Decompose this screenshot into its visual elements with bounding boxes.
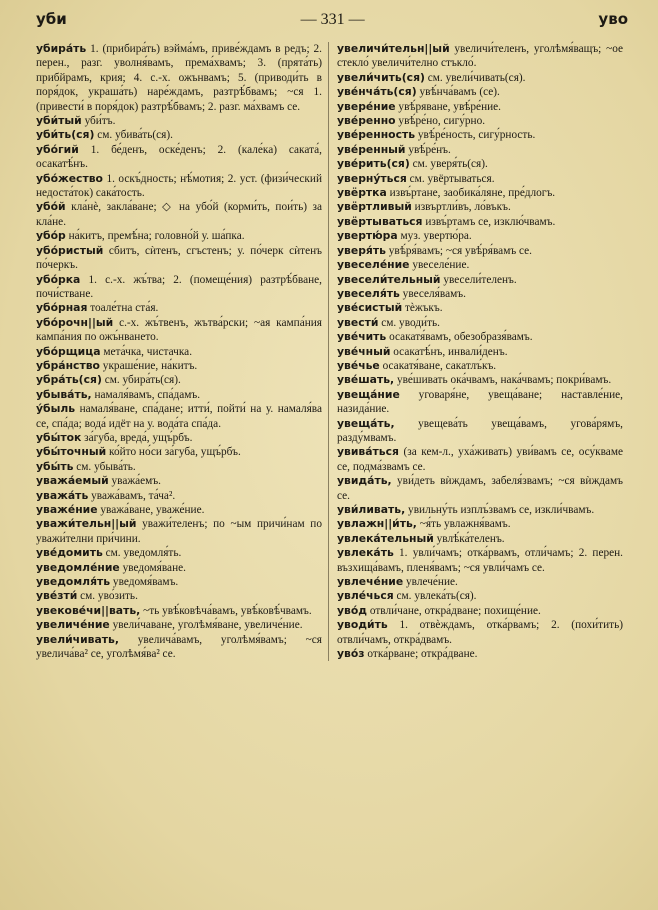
page-header [36,10,628,34]
entry-headword: убо́гий [36,142,79,156]
entry-translation: за́губа, вреда́, ущъ́рбъ. [84,431,193,444]
header-right-word: уво [598,10,628,28]
entry-translation: уважи́теленъ; по ~ым причи́нам по уважи́телни при́чини. [36,518,322,545]
dictionary-entry [337,604,623,618]
dictionary-entry [36,517,322,546]
dictionary-entry [36,561,322,575]
entry-headword: уве́ренный [337,142,406,156]
entry-translation: 1. увли́чамъ; отка́рвамъ, отли́чамъ; 2. перен. възхища́вамъ, пленя́вамъ; ~ся увли́чамъ се. [337,547,623,574]
dictionary-entry [337,474,623,503]
entry-headword: увеселе́ние [337,258,410,272]
entry-translation: см. уводи́ть. [381,316,440,329]
entry-translation: увлече́ние. [406,576,458,589]
entry-translation: 1. с.-х. жъ́тва; 2. (помеще́ния) разтрѣ́бване, почи́стване. [36,273,323,300]
dictionary-entry [36,244,322,273]
entry-headword: убо́р [36,229,66,243]
entry-headword: убира́ть [36,42,87,55]
entry-headword: уверну́ться [337,171,407,185]
dictionary-entry [337,589,623,603]
dictionary-entry [337,128,623,142]
dictionary-entry [36,143,322,172]
dictionary-entry [36,589,322,603]
dictionary-entry [337,546,623,575]
dictionary-entry [36,604,322,618]
entry-translation: увеличи́теленъ, уголѣмя́ващъ; ~ое стекло́ увеличи́телно стъкло́. [337,43,623,70]
dictionary-entry [337,273,623,287]
entry-translation: увѣ́ре́но, сигу́рно. [398,115,486,128]
entry-translation: уве́шивать ока́чвамъ, нака́чвамъ; покри́вамъ. [396,374,612,387]
entry-translation: увесели́теленъ. [443,273,517,286]
entry-headword: уве́зти́ [36,589,78,603]
dictionary-entry [36,388,322,402]
entry-headword: убо́й [36,200,66,214]
entry-translation: извъ́ртане, заобика́ляне, пре́длогъ. [389,187,556,200]
left-column [36,42,328,661]
entry-headword: убо́рная [36,301,88,315]
dictionary-entry [36,273,322,302]
entry-headword: увлека́тельный [337,531,434,545]
entry-headword: уво́д [337,603,368,617]
entry-headword: уведомля́ть [36,575,111,589]
dictionary-entry [337,85,623,99]
entry-headword: увлека́ть [337,546,394,560]
dictionary-entry [36,172,322,201]
dictionary-entry [337,517,623,531]
entry-headword: убы́ток [36,430,82,444]
entry-headword: увеличи́тельн||ый [337,42,450,55]
entry-translation: уви́деть вѝждамъ, забеля́звамъ; ~ся вѝждамъ се. [337,475,623,502]
dictionary-entry [36,359,322,373]
entry-headword: уводи́ть [337,618,388,632]
entry-headword: убра́ть(ся) [36,373,102,387]
entry-translation: с.-х. жъ́твенъ, жътва́рски; ~ая кампа́ния кампа́ния по ожъ́нването. [36,316,322,344]
entry-headword: увесели́тельный [337,272,441,286]
dictionary-entry [36,345,322,359]
dictionary-entry [337,618,623,647]
dictionary-entry [36,460,322,474]
entry-headword: уби́тый [36,114,82,128]
dictionary-entry [337,388,623,417]
dictionary-entry [337,186,623,200]
dictionary-entry [337,330,623,344]
entry-translation: извъ́ртамъ се, изклю́чвамъ. [425,215,556,228]
entry-translation: уважа́вамъ, та́ча². [91,489,176,502]
entry-headword: уве́ренно [337,114,396,128]
dictionary-entry [36,200,322,229]
dictionary-entry [337,359,623,373]
entry-translation: см. увлека́ть(ся). [396,590,477,603]
entry-headword: уве́чить [337,330,387,344]
entry-translation: ~я́ть увлажня́вамъ. [419,518,511,531]
entry-translation: отка́рване; откра́дване. [367,648,478,661]
dictionary-entry [36,402,322,431]
entry-headword: уверя́ть [337,243,386,257]
entry-translation: уведомя́вамъ. [112,576,179,589]
dictionary-entry [337,200,623,214]
entry-translation: 1. отвѐждамъ, отка́рвамъ; 2. (похи́тить) отвли́чамъ, откра́двамъ. [337,619,624,646]
entry-translation: см. убира́ть(ся). [104,374,181,387]
dictionary-entry [337,229,623,243]
dictionary-entry [36,503,322,517]
entry-translation: 1. (прибира́ть) вэйма́мъ, приве́ждамъ в редъ; 2. перен., разг. уволня́вамъ, према́хвамъ; 3. (прята́ть) прибйрамъ, крия; 4. с.-х. ожънвамъ; 5. (приводи́ть в поря́док, украша́ть) наре́ждамъ, разтрѣ́бвамъ; ~ся 1. (привести́ в поря́док) разтрѣ́бвамъ; 2. разг. ма́хвамъ се. [36,43,322,113]
entry-translation: увелича́вамъ, уголѣмя́вамъ; ~ся увелича́ва² се, уголѣмя́ва² се. [36,633,322,661]
dictionary-entry [36,633,322,662]
entry-headword: уби́ть(ся) [36,128,95,142]
entry-headword: увеличе́ние [36,618,110,632]
entry-translation: см. уведомля́ть. [105,547,182,560]
dictionary-entry [337,244,623,258]
entry-translation: увильну́ть изплъ́звамъ се, изкли́чвамъ. [408,504,595,516]
entry-headword: увлече́ние [337,575,404,589]
dictionary-entry [337,301,623,315]
entry-translation: (за кем-л., уха́живать) уви́вамъ се, осу́кваме се, подма́звамъ се. [337,446,623,473]
entry-headword: увеселя́ть [337,286,400,300]
entry-headword: увеща́ние [337,387,400,401]
entry-translation: уби́тъ. [84,115,116,128]
dictionary-entry [337,114,623,128]
entry-headword: уве́ренность [337,128,416,142]
dictionary-entry [337,42,623,71]
entry-translation: см. уверя́ть(ся). [412,158,488,171]
entry-headword: увида́ть, [337,474,392,488]
entry-translation: см. увёртываться. [409,172,495,185]
entry-translation: уведомя́ване. [122,561,186,574]
entry-headword: увели́чивать, [36,632,119,646]
dictionary-entry [36,373,322,387]
entry-headword: увива́ться [337,445,399,459]
entry-headword: увели́чить(ся) [337,70,425,84]
entry-headword: уве́нча́ть(ся) [337,85,417,99]
entry-translation: тѐжъкъ. [404,302,443,315]
dictionary-entry [337,445,623,474]
entry-translation: увели́чаване, уголѣмя́ване, увеличе́ние. [112,619,303,632]
dictionary-entry [337,172,623,186]
entry-headword: у́быль [36,402,76,416]
entry-headword: убыва́ть, [36,387,92,401]
entry-translation: намаля́вамъ, спа́дамъ. [94,388,201,401]
entry-headword: уважа́ть [36,488,89,502]
entry-translation: увѣ́ря́вамъ; ~ся увѣ́ря́вамъ се. [388,244,533,257]
entry-translation: намаля́ване, спа́дане; итти́, пойти́ на у. намаля́ва се, спа́да; вода́ идёт на у. вода́та спа́да. [36,403,322,430]
entry-translation: извъртли́въ, ло́въкъ. [414,201,511,214]
entry-headword: убы́точный [36,445,107,459]
dictionary-entry [36,445,322,459]
entry-translation: увлѣ́ка́теленъ. [436,532,505,545]
entry-translation: см. убива́ть(ся). [97,129,173,142]
dictionary-entry [36,42,322,114]
entry-headword: убо́рка [36,272,81,286]
dictionary-entry [36,618,322,632]
dictionary-entry [337,503,623,517]
entry-headword: увёртываться [337,214,423,228]
dictionary-entry [36,316,322,345]
dictionary-entry [36,301,322,315]
dictionary-entry [36,431,322,445]
entry-translation: уговаря́не, увеща́ване; наставле́ние, назида́ние. [337,388,624,416]
entry-translation: см. убыва́ть. [76,460,136,473]
entry-headword: уво́з [337,647,365,661]
entry-headword: уважа́емый [36,474,109,488]
entry-translation: см. уво́зить. [80,590,138,603]
entry-headword: увере́ние [337,99,396,113]
entry-headword: увеща́ть, [337,416,395,430]
entry-headword: убра́нство [36,358,100,372]
entry-translation: отвли́чане, откра́дване; похище́ние. [369,604,541,617]
dictionary-entry [337,647,623,661]
dictionary-entry [337,157,623,171]
entry-translation: увеселя́вамъ. [402,287,466,300]
entry-translation: на́китъ, премѣ́на; головно́й у. ша́пка. [68,230,245,243]
entry-headword: увле́чься [337,589,394,603]
entry-translation: уважа́емъ. [111,475,161,488]
entry-translation: увѣ́ре́нъ. [408,143,451,156]
entry-headword: убо́ристый [36,243,104,257]
entry-translation: 1. бе́денъ, оске́денъ; 2. (кале́ка) саката́, осакатѣ́нъ. [36,143,322,171]
entry-headword: увести́ [337,315,379,329]
dictionary-entry [337,215,623,229]
entry-translation: тоале́тна ста́я. [90,302,159,315]
entry-translation: увѣ́ряване, увѣ́ре́ние. [398,100,501,113]
entry-translation: ~ть увѣ́ковѣча́вамъ, увѣ́ковѣ́чвамъ. [143,604,312,617]
dictionary-entry [337,71,623,85]
dictionary-entry [337,417,623,446]
entry-translation: осакатѣ́нъ, инвали́денъ. [393,345,508,358]
entry-headword: убо́рочн||ый [36,315,114,329]
dictionary-entry [337,258,623,272]
entry-translation: мета́чка, чистачка. [103,345,193,358]
dictionary-entry [337,345,623,359]
entry-headword: уважи́тельн||ый [36,517,137,531]
dictionary-entry [337,575,623,589]
dictionary-entry [337,532,623,546]
entry-headword: убо́жество [36,171,103,185]
entry-translation: ко́йто но́си за́губа, ущъ́рбъ. [109,446,241,459]
dictionary-entry [36,489,322,503]
entry-headword: уве́домить [36,546,103,560]
page-number: — 331 — [300,11,365,28]
entry-translation: муз. увертю́ра. [400,230,472,243]
entry-headword: убо́рщица [36,344,101,358]
entry-headword: уве́шать, [337,373,395,387]
entry-translation: уважа́ване, уваже́ние. [100,504,205,516]
dictionary-entry [36,128,322,142]
entry-headword: увекове́чи||вать, [36,603,141,617]
entry-translation: см. увели́чивать(ся). [427,71,526,84]
entry-translation: сбитъ, сѝтенъ, сгъстенъ; у. по́черк сѝтенъ по́черкъ. [36,244,322,272]
entry-translation: увеселе́ние. [412,259,470,272]
entry-headword: уваже́ние [36,503,98,516]
dictionary-entry [337,316,623,330]
dictionary-entry [337,287,623,301]
entry-translation: осакатя́ване, сакатлъ́къ. [382,359,497,372]
entry-headword: увлажн||и́ть, [337,517,417,531]
entry-headword: уве́рить(ся) [337,157,410,171]
header-left-word: уби [36,10,67,28]
entry-headword: увертю́ра [337,229,398,243]
columns [36,42,628,661]
entry-translation: кла́нѐ, закла́ване; ◇ на убо́й (корми́ть, пои́ть) за кла́не. [36,201,322,228]
entry-translation: 1. оскъ́дность; нѣ́мотия; 2. уст. (физи́ческий недоста́ток) сака́тость. [36,172,322,200]
entry-headword: убы́ть [36,459,74,473]
dictionary-entry [337,100,623,114]
entry-headword: уве́систый [337,301,403,315]
entry-translation: увѣ́нча́вамъ (се). [419,86,500,99]
dictionary-entry [36,474,322,488]
dictionary-entry [337,143,623,157]
entry-headword: уве́чный [337,344,391,358]
dictionary-entry [36,114,322,128]
entry-translation: увещева́ть увеща́вамъ, угова́рямъ, разду́мвамъ. [337,417,623,444]
entry-translation: осакатя́вамъ, обезобразя́вамъ. [389,331,533,344]
entry-translation: увѣ́ре́ность, сигу́рность. [417,129,536,142]
entry-headword: уви́ливать, [337,503,406,516]
dictionary-entry [36,229,322,243]
entry-headword: увёртливый [337,200,412,214]
entry-headword: уве́чье [337,358,380,372]
entry-translation: украше́ние, на́китъ. [102,359,198,372]
entry-headword: увёртка [337,186,387,200]
dictionary-entry [36,575,322,589]
entry-headword: уведомле́ние [36,560,120,574]
dictionary-entry [36,546,322,560]
right-column [328,42,623,661]
dictionary-entry [337,373,623,387]
